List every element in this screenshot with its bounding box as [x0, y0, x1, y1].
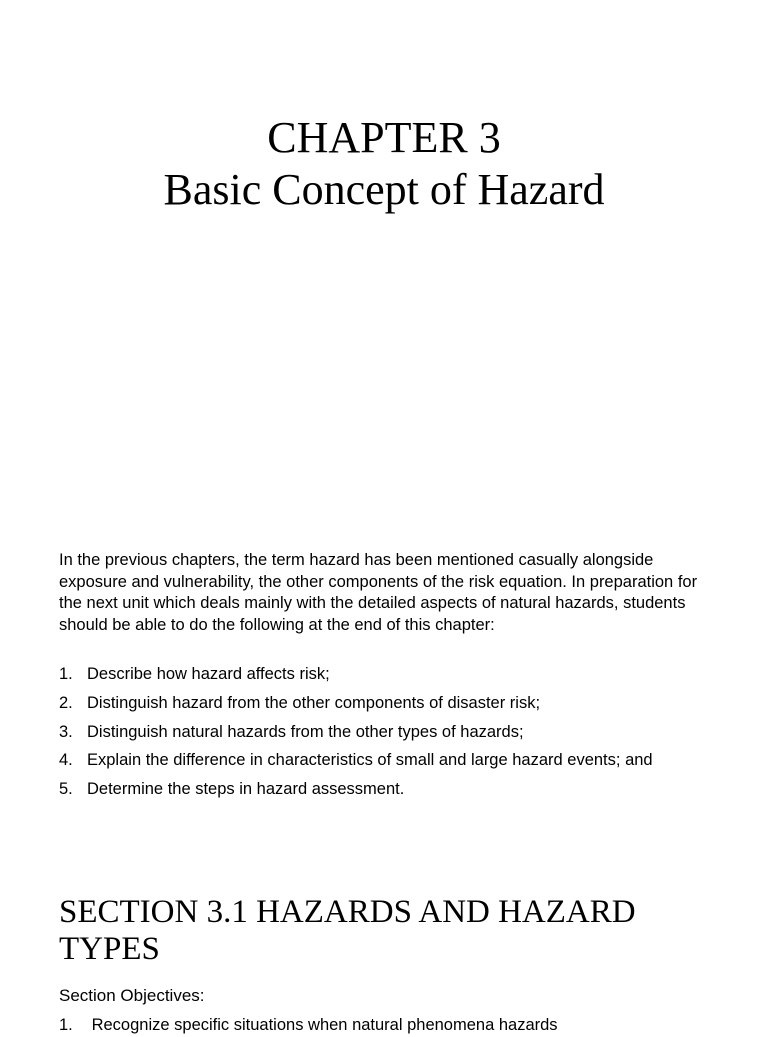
list-item-text: Determine the steps in hazard assessment.	[87, 780, 405, 799]
list-item	[59, 664, 739, 693]
list-item	[59, 722, 739, 751]
list-item	[59, 693, 739, 722]
list-item-number: 5.	[59, 780, 73, 799]
list-item-number: 1.	[59, 665, 73, 683]
list-item-number: 1.	[59, 1016, 73, 1034]
list-item-number: 2.	[59, 693, 73, 712]
section-heading: SECTION 3.1 HAZARDS AND HAZARD TYPES	[59, 894, 636, 967]
list-item-text: Distinguish natural hazards from the other types of hazards;	[87, 722, 524, 741]
intro-paragraph: In the previous chapters, the term hazard has been mentioned casually alongside exposure and vulnerability, the other components of the risk equation. In preparation for the next unit which deals mainly with the detailed aspects of natural hazards, students should be able to do the following at the end of this chapter:	[59, 551, 698, 634]
list-item	[59, 750, 739, 779]
section-objectives-label: Section Objectives:	[59, 986, 205, 1005]
list-item-number: 4.	[59, 751, 73, 770]
list-item-text: Distinguish hazard from the other components of disaster risk;	[87, 693, 541, 712]
list-item-number: 3.	[59, 722, 73, 741]
chapter-heading	[0, 112, 768, 216]
list-item-text: Describe how hazard affects risk;	[87, 665, 330, 683]
chapter-objectives-list	[59, 664, 739, 808]
list-item	[59, 779, 739, 808]
section-objective-item	[59, 1015, 558, 1037]
list-item-text: Explain the difference in characteristics of small and large hazard events; and	[87, 751, 653, 770]
chapter-title: Basic Concept of Hazard	[163, 165, 605, 214]
chapter-label: CHAPTER 3	[267, 113, 501, 162]
list-item-text: Recognize specific situations when natural phenomena hazards	[91, 1016, 558, 1034]
